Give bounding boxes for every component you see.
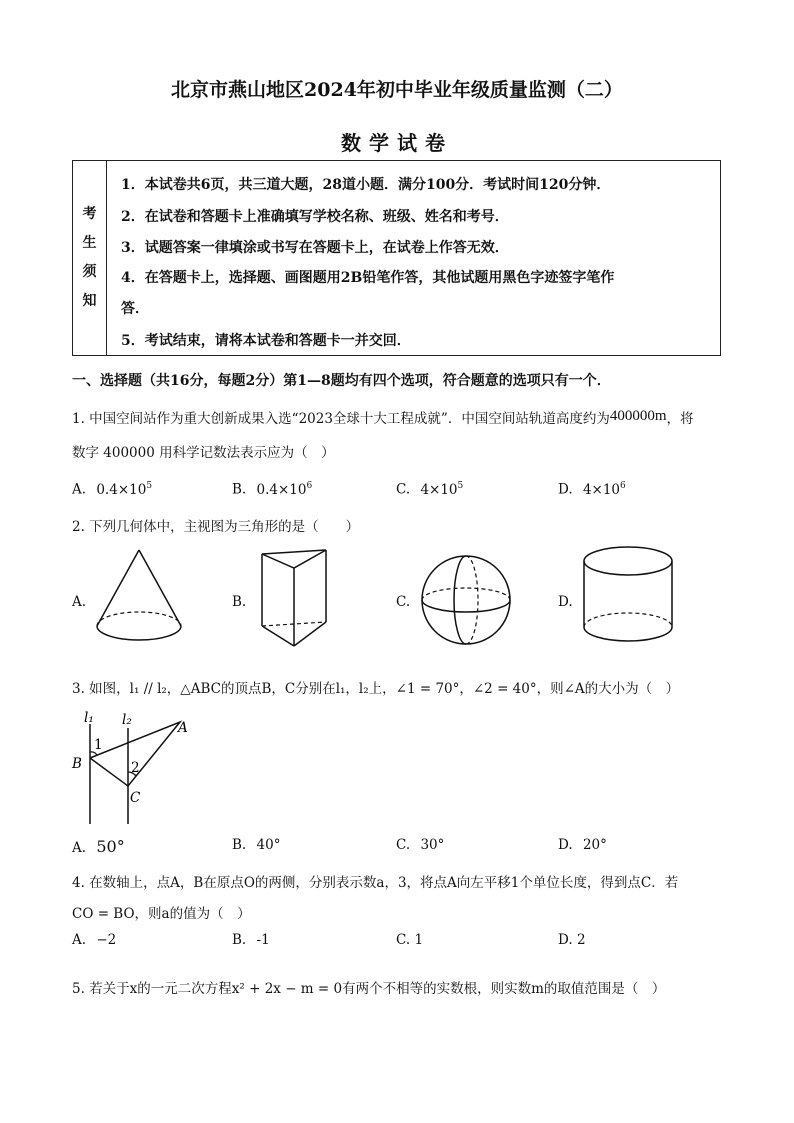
q1-option-c[interactable] [396,481,463,498]
q2-option-c-label[interactable]: C. [396,594,411,610]
option-letter: A. [72,840,87,856]
q3-option-b[interactable] [232,837,280,853]
notice-label [73,161,107,355]
option-letter: C. [396,481,411,498]
question-2: 2. 下列几何体中，主视图为三角形的是（ ） [72,519,360,535]
option-value: 40° [256,837,281,853]
option-letter: D. [558,481,573,498]
option-value: 2 [576,932,586,948]
notice-item: 3．试题答案一律填涂或书写在答题卡上，在试卷上作答无效． [121,240,509,256]
q2-option-d-label[interactable]: D. [558,594,573,610]
question-3: 3. 如图，l₁ // l₂，△ABC的顶点B，C分别在l₁，l₂上，∠1 = 70°，∠2 = 40°，则∠A的大小为（ ） [72,681,680,697]
option-letter: B. [232,932,247,948]
section-heading: 一、选择题（共16分，每题2分）第1—8题均有四个选项，符合题意的选项只有一个． [72,373,611,389]
q3-figure [70,706,210,826]
notice-label-char: 知 [82,293,97,309]
q1-option-a[interactable] [72,481,152,498]
option-base: 0.4×10 [96,481,147,498]
page-subtitle: 数学试卷 [341,131,453,155]
question-5: 5. 若关于x的一元二次方程x² + 2x − m = 0有两个不相等的实数根，则实数m的取值范围是（ ） [72,981,666,997]
question-1-line-1 [72,407,694,428]
q2-option-a-label[interactable]: A. [72,594,87,610]
option-base: 0.4×10 [256,481,307,498]
option-letter: D. [558,932,573,948]
notice-box [72,160,721,356]
q1-text-a: 1. 中国空间站作为重大创新成果入选“2023全球十大工程成就”．中国空间站轨道高度约为 [72,411,610,427]
option-value: 30° [420,837,445,853]
option-base: 4×10 [420,481,458,498]
q1-height-value: 400000m [609,408,667,424]
option-letter: B. [232,837,247,853]
option-value: -1 [256,932,270,948]
option-letter: C. [396,837,411,853]
q4-option-a[interactable] [72,932,116,948]
question-4-line-2: CO = BO，则a的值为（ ） [72,906,251,922]
label-l2: l₂ [122,712,132,728]
page-title: 北京市燕山地区2024年初中毕业年级质量监测（二） [171,79,623,101]
label-A: A [178,720,188,736]
option-letter: A. [72,481,87,498]
triangular-prism-figure [256,546,336,656]
question-1-line-2: 数字 400000 用科学记数法表示应为（ ） [72,445,335,461]
label-angle-2: 2 [131,760,140,776]
notice-item: 1．本试卷共6页，共三道大题，28道小题．满分100分．考试时间120分钟． [121,177,611,193]
q3-option-a[interactable] [72,837,125,856]
notice-item: 答． [121,301,149,317]
cone-figure [92,548,192,648]
q4-option-c[interactable] [396,932,423,948]
option-letter: A. [72,932,87,948]
option-base: 4×10 [582,481,621,498]
label-C: C [130,790,141,806]
notice-label-char: 须 [82,264,97,280]
cylinder-figure [582,545,678,655]
label-angle-1: 1 [94,737,103,753]
q4-option-d[interactable] [558,932,586,948]
option-letter: B. [232,481,247,498]
option-value: −2 [96,932,117,948]
option-value: 1 [414,932,424,948]
q4-option-b[interactable] [232,932,270,948]
question-4-line-1: 4. 在数轴上，点A，B在原点O的两侧，分别表示数a，3，将点A向左平移1个单位长度，得到点C．若 [72,875,679,891]
option-exponent: 5 [146,481,153,491]
sphere-figure [420,556,520,648]
label-B: B [72,756,82,772]
option-letter: C. [396,932,411,948]
option-exponent: 6 [306,481,313,491]
label-l1: l₁ [84,710,94,726]
option-value: 50° [96,837,125,856]
notice-label-char: 考 [82,206,97,222]
q1-option-d[interactable] [558,481,626,498]
q3-option-c[interactable] [396,837,444,853]
q3-option-d[interactable] [558,837,607,853]
q1-option-b[interactable] [232,481,312,498]
notice-item: 5．考试结束，请将本试卷和答题卡一并交回． [121,333,411,349]
q2-option-b-label[interactable]: B. [232,594,247,610]
option-exponent: 5 [457,481,464,491]
notice-item: 4．在答题卡上，选择题、画图题用2B铅笔作答，其他试题用黑色字迹签字笔作 [121,270,615,286]
option-exponent: 6 [620,481,626,491]
notice-item: 2．在试卷和答题卡上准确填写学校名称、班级、姓名和考号． [121,209,509,225]
q1-text-c: ，将 [666,411,694,427]
option-letter: D. [558,837,573,853]
notice-label-char: 生 [82,235,97,251]
option-value: 20° [582,837,607,853]
